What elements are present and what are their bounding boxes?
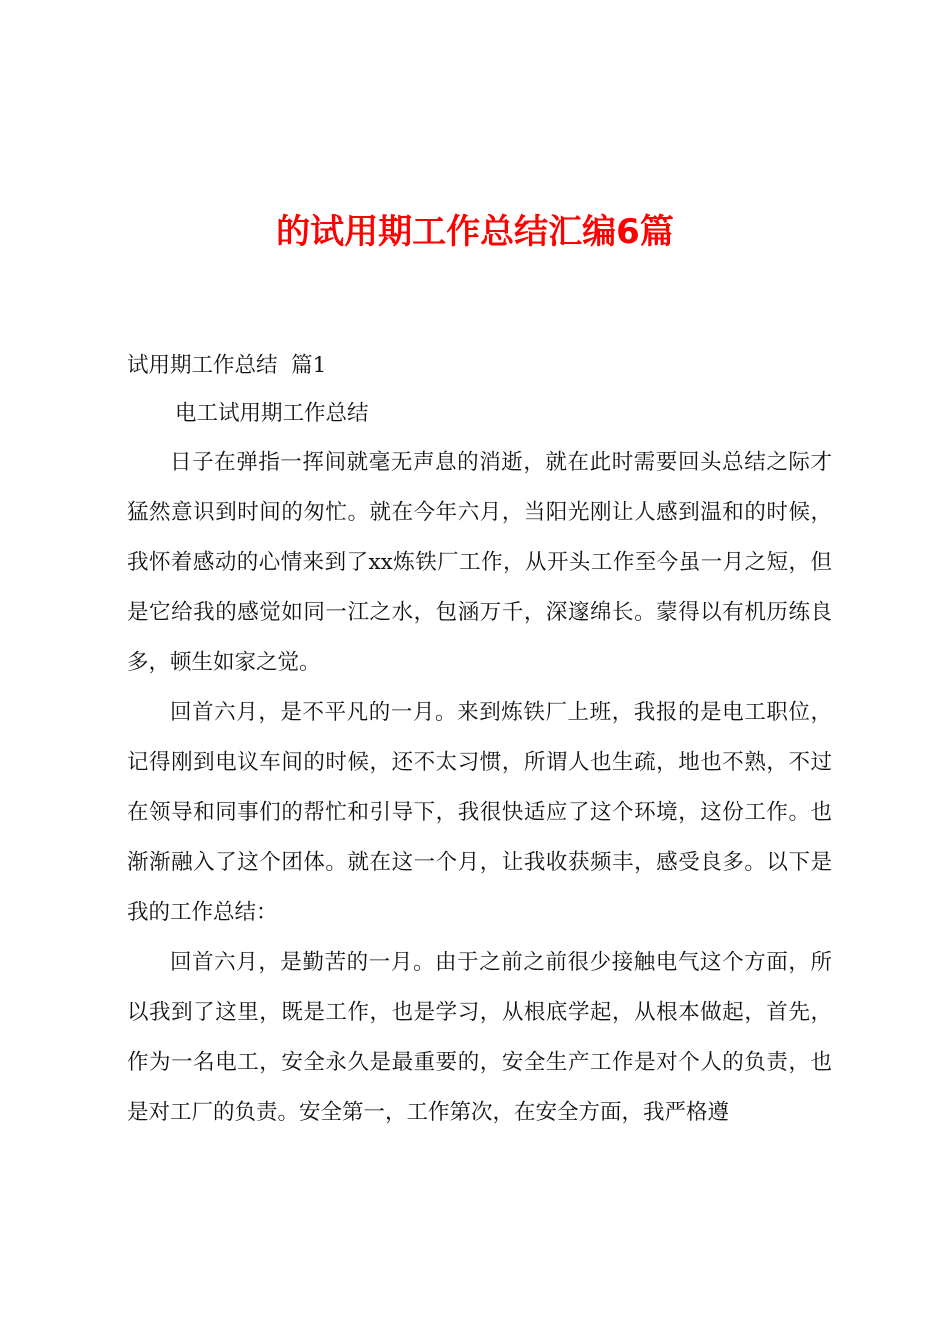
document-body [127,438,832,1138]
document-title: 的试用期工作总结汇编6篇 [276,212,674,252]
section-heading: 试用期工作总结 篇1 [127,353,327,378]
subheading: 电工试用期工作总结 [175,401,369,426]
paragraph-3: 回首六月，是勤苦的一月。由于之前之前很少接触电气这个方面，所以我到了这里，既是工作，也是学习，从根底学起，从根本做起，首先，作为一名电工，安全永久是最重要的，安全生产工作是对个人的负责，也是对工厂的负责。安全第一，工作第次，在安全方面，我严格遵 [127,950,832,1125]
paragraph-1: 日子在弹指一挥间就毫无声息的消逝，就在此时需要回头总结之际才猛然意识到时间的匆忙。就在今年六月，当阳光刚让人感到温和的时候，我怀着感动的心情来到了xx炼铁厂工作，从开头工作至今虽一月之短，但是它给我的感觉如同一江之水，包涵万千，深邃绵长。蒙得以有机历练良多，顿生如家之觉。 [127,450,832,675]
paragraph-2: 回首六月，是不平凡的一月。来到炼铁厂上班，我报的是电工职位，记得刚到电议车间的时候，还不太习惯，所谓人也生疏，地也不熟，不过在领导和同事们的帮忙和引导下，我很快适应了这个环境，这份工作。也渐渐融入了这个团体。就在这一个月，让我收获频丰，感受良多。以下是我的工作总结： [127,700,832,925]
